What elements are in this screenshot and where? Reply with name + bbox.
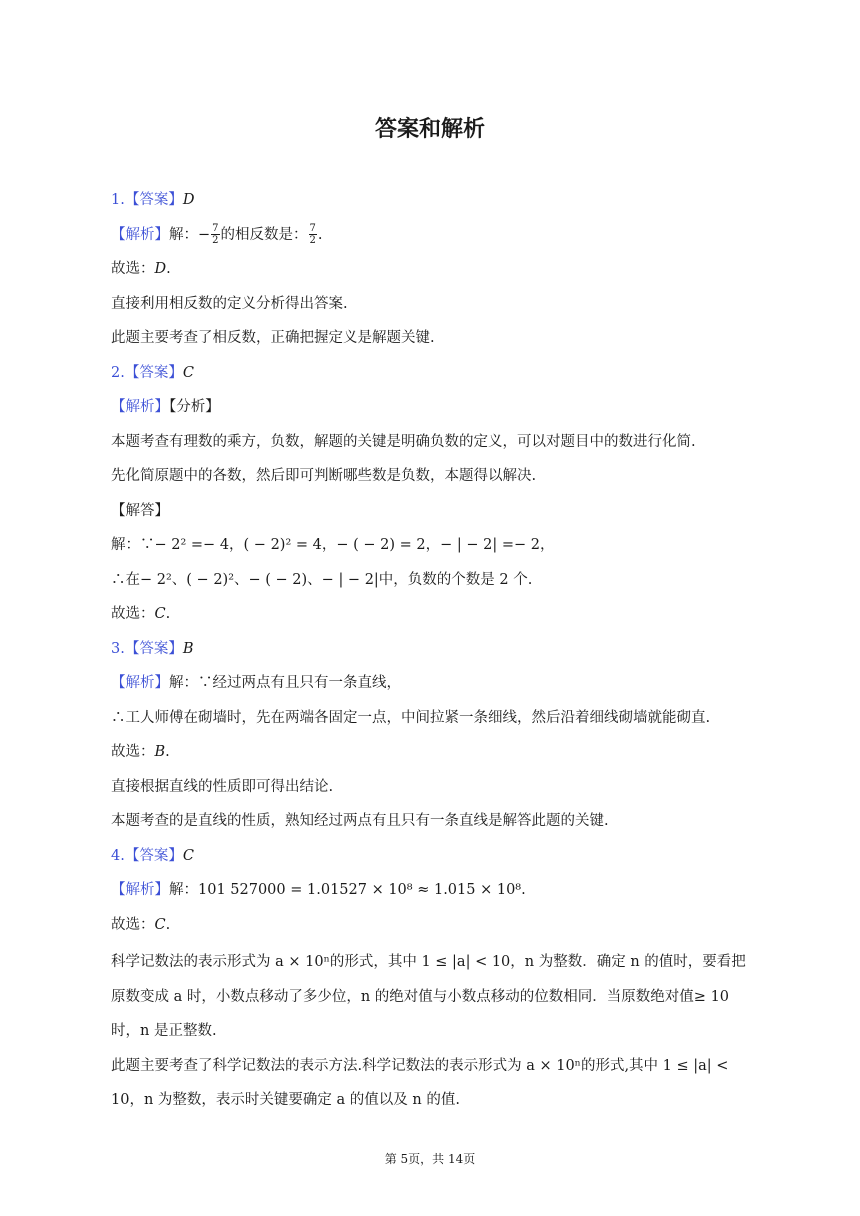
q1-answer-line	[111, 186, 751, 221]
q1-frac2-num: 7	[309, 223, 316, 234]
q2-jiexi-line	[111, 393, 751, 428]
q2-choose-end: .	[165, 606, 171, 622]
q3-choose-letter: B	[154, 744, 166, 760]
q2-answer-line	[111, 359, 751, 394]
q4-answer-line	[111, 842, 751, 877]
q1-fraction-1	[211, 223, 219, 246]
q4-answer: C	[182, 847, 194, 864]
q1-solution-line	[111, 221, 751, 256]
q2-choose-line	[111, 600, 751, 635]
q1-fraction-2	[309, 223, 317, 246]
q2-jiexi-label: 【解析】	[111, 399, 169, 415]
q1-choose-letter: D	[154, 261, 167, 277]
q1-solve-prefix: 解：−	[169, 226, 211, 243]
q3-choose-line	[111, 738, 751, 773]
q3-solution-1: 解：∵经过两点有且只有一条直线，	[169, 675, 401, 691]
q2-solution-1: 解：∵− 2² =− 4，( − 2)² = 4，− ( − 2) = 2，− | − 2| =− 2，	[111, 537, 555, 553]
q3-answer-line	[111, 635, 751, 670]
q3-solution-2: ∴工人师傅在砌墙时，先在两端各固定一点，中间拉紧一条细线，然后沿着细线砌墙就能砌直.	[111, 709, 711, 726]
q2-answer: C	[182, 364, 194, 381]
q4-choose: 故选：	[111, 916, 155, 933]
q4-jiexi-label: 【解析】	[111, 882, 169, 898]
q4-choose-end: .	[165, 916, 171, 933]
q2-solution-2: ∴在− 2²、( − 2)²、− ( − 2)、− | − 2|中，负数的个数是 2 个.	[111, 571, 533, 588]
q3-explanation: 直接根据直线的性质即可得出结论.	[111, 778, 334, 795]
q1-solve-mid: 的相反数是：	[220, 226, 308, 243]
q4-summary: 此题主要考查了科学记数法的表示方法.科学记数法的表示形式为 a × 10ⁿ的形式,其中 1 ≤ |a| < 10，n 为整数，表示时关键要确定 a 的值以及 n 的值.	[111, 1057, 729, 1108]
q4-choose-line	[111, 911, 751, 946]
q4-solution-line	[111, 876, 751, 911]
q3-jiexi-label: 【解析】	[111, 675, 169, 691]
q3-summary: 本题考查的是直线的性质，熟知经过两点有且只有一条直线是解答此题的关键.	[111, 813, 609, 829]
q1-summary: 此题主要考查了相反数，正确把握定义是解题关键.	[111, 330, 435, 346]
q1-frac1-num: 7	[212, 223, 219, 234]
q1-answer: D	[182, 192, 195, 208]
q1-jiexi-label: 【解析】	[111, 226, 169, 243]
q4-answer-label: 4.【答案】	[111, 847, 183, 864]
q1-choose: 故选：	[111, 261, 155, 277]
q1-choose-line	[111, 255, 751, 290]
q1-explanation: 直接利用相反数的定义分析得出答案.	[111, 295, 348, 312]
q2-choose-letter: C	[154, 606, 166, 622]
q4-solution-1: 解：101 527000 = 1.01527 × 10⁸ ≈ 1.015 × 10⁸.	[169, 882, 526, 898]
q3-choose-end: .	[165, 744, 170, 760]
q4-choose-letter: C	[154, 916, 166, 933]
q2-fenxi-label: 【分析】	[169, 399, 220, 415]
q1-answer-label: 1.【答案】	[111, 192, 183, 208]
q2-analysis-1: 本题考查有理数的乘方，负数，解题的关键是明确负数的定义，可以对题目中的数进行化简.	[111, 433, 696, 450]
q2-analysis-2: 先化简原题中的各数，然后即可判断哪些数是负数，本题得以解决.	[111, 468, 537, 484]
q2-choose: 故选：	[111, 606, 155, 622]
q3-answer: B	[182, 640, 194, 657]
q2-answer-label: 2.【答案】	[111, 364, 183, 381]
q3-choose: 故选：	[111, 744, 155, 760]
q3-solution-line	[111, 669, 751, 704]
answer-content	[111, 186, 751, 1118]
page-footer: 第 5页，共 14页	[384, 1152, 476, 1166]
q1-frac2-den: 2	[309, 235, 316, 246]
page-title: 答案和解析	[374, 117, 485, 142]
q4-explanation: 科学记数法的表示形式为 a × 10ⁿ的形式，其中 1 ≤ |a| < 10，n 为整数．确定 n 的值时，要看把原数变成 a 时，小数点移动了多少位，n 的绝对值与小数点移动的位数相同．当原数绝对值≥ 10 时，n 是正整数.	[111, 954, 746, 1039]
q2-jieda-label: 【解答】	[111, 502, 169, 519]
q1-frac1-den: 2	[212, 235, 219, 246]
q3-answer-label: 3.【答案】	[111, 640, 183, 657]
q1-solve-end: .	[317, 226, 323, 243]
q1-choose-end: .	[166, 261, 171, 277]
